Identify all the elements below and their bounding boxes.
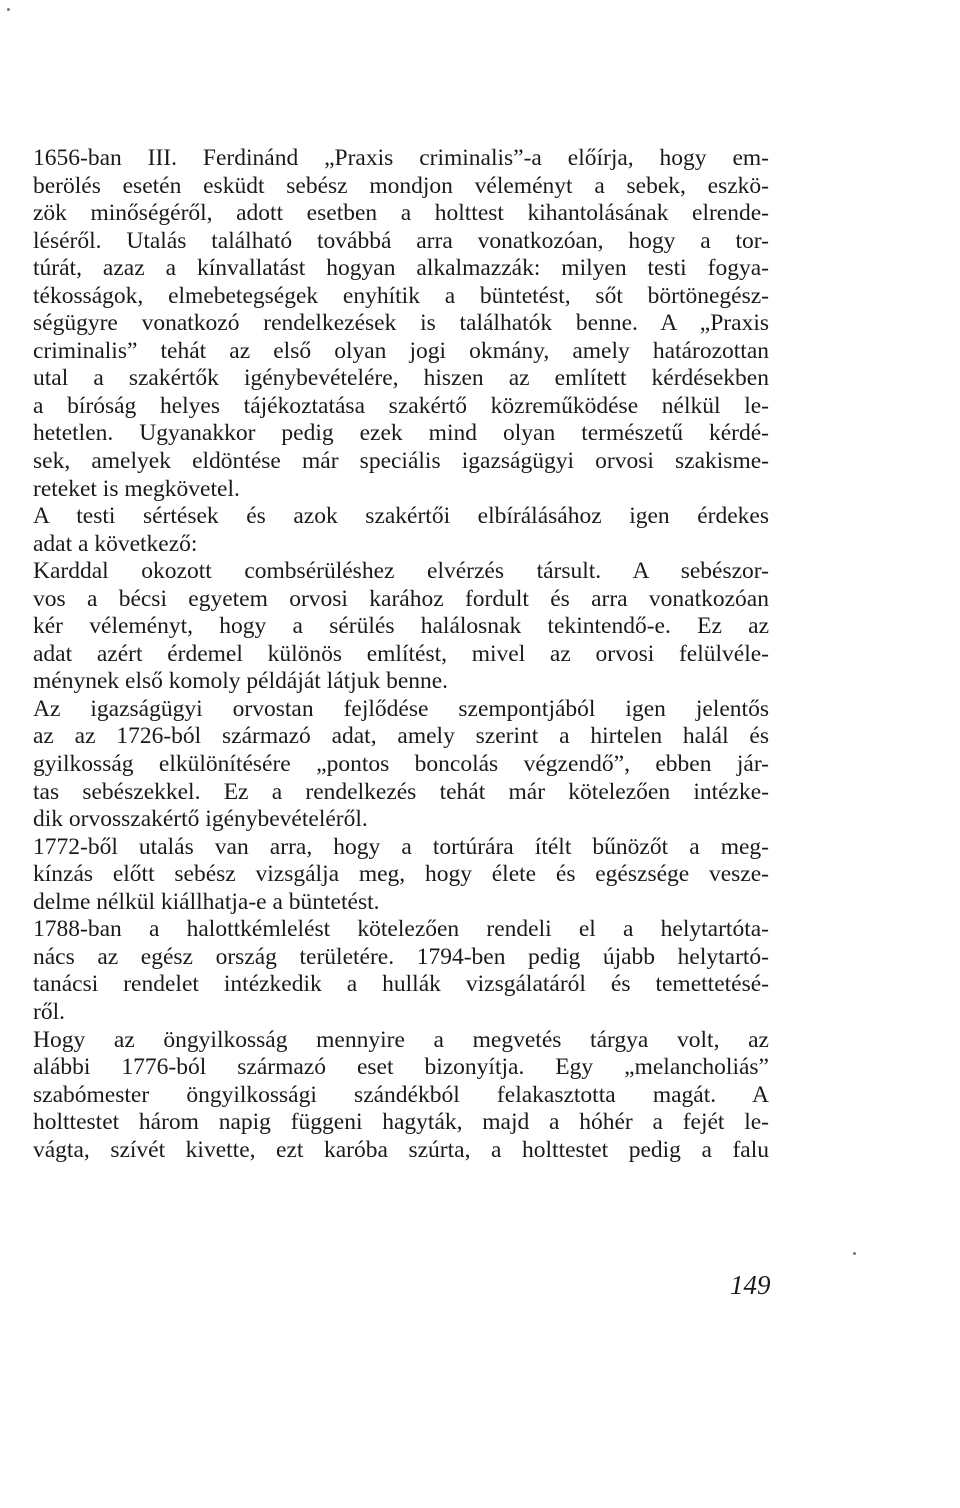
text-line: adat a következő: <box>33 530 198 557</box>
text-line: reteket is megkövetel. <box>33 475 240 502</box>
text-line: Az igazságügyi orvostan fejlődése szempontjából igen jelentős <box>33 695 769 722</box>
text-line: ségügyre vonatkozó rendelkezések is találhatók benne. A „Praxis <box>33 310 769 337</box>
text-line: tanácsi rendelet intézkedik a hullák vizsgálatáról és temettetésé- <box>33 971 769 998</box>
text-line: 1656-ban III. Ferdinánd „Praxis criminalis”-a előírja, hogy em- <box>33 145 769 171</box>
text-line: berölés esetén esküdt sebész mondjon véleményt a sebek, eszkö- <box>33 172 769 199</box>
print-speck <box>853 1252 856 1255</box>
paragraph <box>33 558 769 696</box>
text-line: tas sebészekkel. Ez a rendelkezés tehát már kötelezően intézke- <box>33 778 769 805</box>
text-line: kér véleményt, hogy a sérülés halálosnak tekintendő-e. Ez az <box>33 613 769 640</box>
body-text <box>33 145 769 1164</box>
paragraph <box>33 696 769 834</box>
text-line: 1788-ban a halottkémlelést kötelezően rendeli el a helytartóta- <box>33 916 769 943</box>
text-line: zök minőségéről, adott esetben a holttest kihantolásának elrende- <box>33 200 769 227</box>
text-line: szabómester öngyilkossági szándékból felakasztotta magát. A <box>33 1081 769 1108</box>
print-speck <box>7 8 10 11</box>
text-line: gyilkosság elkülönítésére „pontos boncolás végzendő”, ebben jár- <box>33 751 769 778</box>
text-line: ről. <box>33 998 65 1025</box>
text-line: az az 1726-ból származó adat, amely szerint a hirtelen halál és <box>33 723 769 750</box>
text-line: léséről. Utalás található továbbá arra vonatkozóan, hogy a tor- <box>33 227 769 254</box>
text-line: alábbi 1776-ból származó eset bizonyítja. Egy „melancholiás” <box>33 1054 769 1081</box>
text-line: Hogy az öngyilkosság mennyire a megvetés tárgya volt, az <box>33 1026 769 1053</box>
text-line: nács az egész ország területére. 1794-ben pedig újabb helytartó- <box>33 943 769 970</box>
text-line: a bíróság helyes tájékoztatása szakértő közreműködése nélkül le- <box>33 392 769 419</box>
text-line: 1772-ből utalás van arra, hogy a tortúrára ítélt bűnözőt a meg- <box>33 833 769 860</box>
text-line: Karddal okozott combsérüléshez elvérzés társult. A sebészor- <box>33 558 769 585</box>
text-line: vos a bécsi egyetem orvosi karához fordult és arra vonatkozóan <box>33 585 769 612</box>
paragraph <box>33 145 769 503</box>
text-line: tékosságok, elmebetegségek enyhítik a büntetést, sőt börtönegész- <box>33 282 769 309</box>
text-line: ménynek első komoly példáját látjuk benne. <box>33 668 449 695</box>
text-line: kínzás előtt sebész vizsgálja meg, hogy élete és egészsége vesze- <box>33 861 769 888</box>
text-line: sek, amelyek eldöntése már speciális igazságügyi orvosi szakisme- <box>33 448 769 475</box>
page-number: 149 <box>730 1270 771 1300</box>
text-line: delme nélkül kiállhatja-e a büntetést. <box>33 888 380 915</box>
paragraph <box>33 834 769 917</box>
text-line: criminalis” tehát az első olyan jogi okmány, amely határozottan <box>33 337 769 364</box>
text-line: utal a szakértők igénybevételére, hiszen az említett kérdésekben <box>33 365 769 392</box>
paragraph <box>33 1027 769 1165</box>
paragraph <box>33 503 769 558</box>
paragraph <box>33 916 769 1026</box>
text-line: vágta, szívét kivette, ezt karóba szúrta, a holttestet pedig a falu <box>33 1136 769 1163</box>
text-line: túrát, azaz a kínvallatást hogyan alkalmazzák: milyen testi fogya- <box>33 255 769 282</box>
text-line: adat azért érdemel különös említést, mivel az orvosi felülvéle- <box>33 640 769 667</box>
text-line: hetetlen. Ugyanakkor pedig ezek mind olyan természetű kérdé- <box>33 420 769 447</box>
text-line: holttestet három napig függeni hagyták, majd a hóhér a fejét le- <box>33 1109 769 1136</box>
text-line: dik orvosszakértő igénybevételéről. <box>33 806 368 833</box>
text-line: A testi sértések és azok szakértői elbírálásához igen érdekes <box>33 503 769 530</box>
